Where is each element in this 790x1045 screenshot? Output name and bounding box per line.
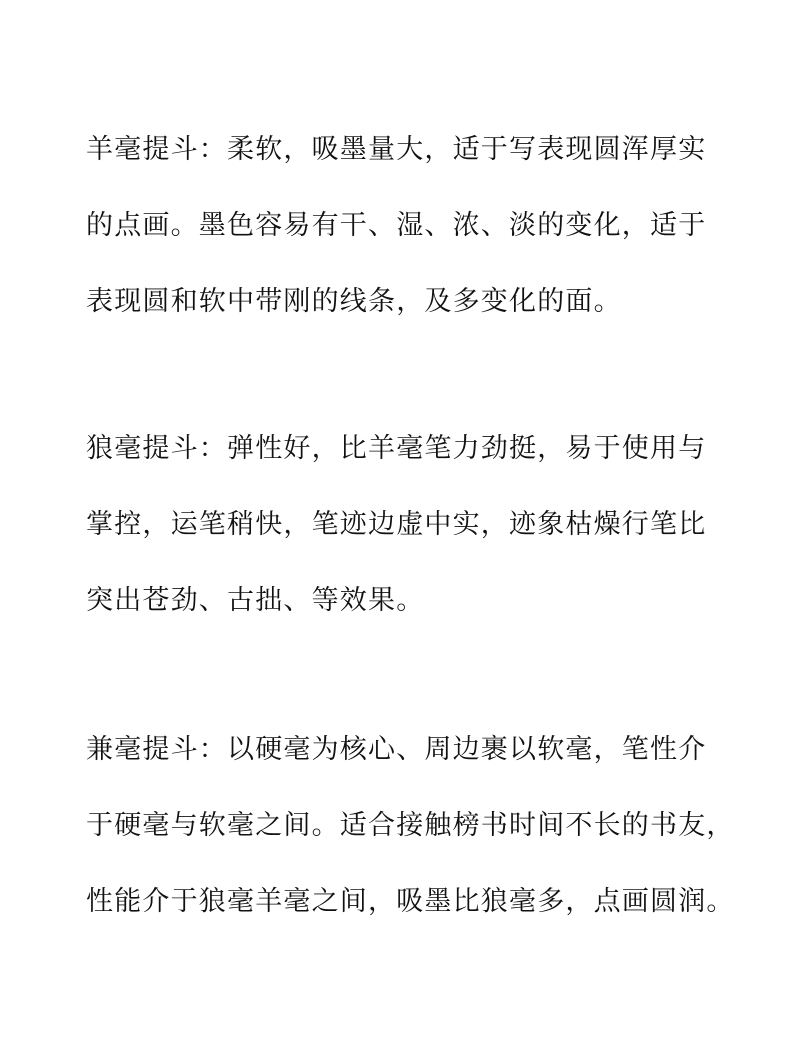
- paragraph-mixed-hair-brush: [86, 712, 735, 940]
- paragraph-goat-hair-brush: [86, 112, 726, 340]
- paragraph-line: 突出苍劲、古拙、等效果。: [86, 585, 425, 616]
- paragraph-line: 的点画。墨色容易有干、湿、浓、淡的变化，适于: [86, 210, 707, 241]
- paragraph-line: 掌控，运笔稍快，笔迹边虚中实，迹象枯燥行笔比: [86, 509, 707, 540]
- paragraph-wolf-hair-brush: [86, 411, 726, 639]
- paragraph-line: 兼毫提斗：以硬毫为核心、周边裹以软毫，笔性介: [86, 734, 707, 765]
- paragraph-line: 羊毫提斗：柔软，吸墨量大，适于写表现圆浑厚实: [86, 134, 707, 165]
- paragraph-line: 表现圆和软中带刚的线条，及多变化的面。: [86, 286, 622, 317]
- paragraph-line: 于硬毫与软毫之间。适合接触榜书时间不长的书友，: [86, 810, 735, 841]
- paragraph-line: 狼毫提斗：弹性好，比羊毫笔力劲挺，易于使用与: [86, 433, 707, 464]
- paragraph-line: 性能介于狼毫羊毫之间，吸墨比狼毫多，点画圆润。: [86, 886, 735, 917]
